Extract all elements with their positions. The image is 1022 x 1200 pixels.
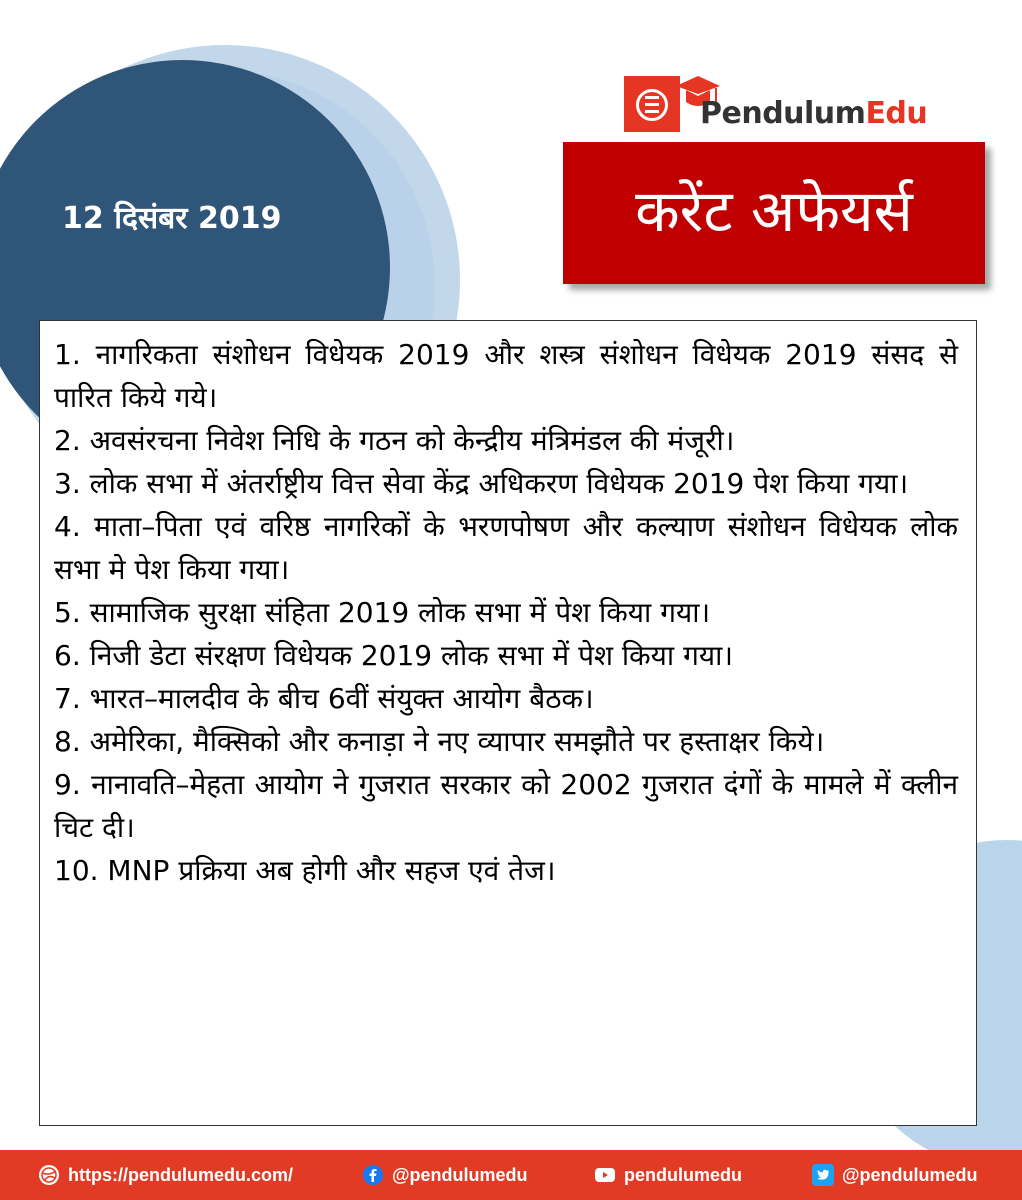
brand-logo [624, 72, 944, 134]
brand-name-main: Pendulum [700, 96, 866, 131]
news-item-1: 1. नागरिकता संशोधन विधेयक 2019 और शस्त्र संशोधन विधेयक 2019 संसद से पारित किये गये। [54, 338, 958, 414]
news-item-5: 5. सामाजिक सुरक्षा संहिता 2019 लोक सभा में पेश किया गया। [54, 596, 711, 629]
footer-twitter[interactable] [812, 1150, 978, 1200]
news-item-3: 3. लोक सभा में अंतर्राष्ट्रीय वित्त सेवा केंद्र अधिकरण विधेयक 2019 पेश किया गया। [54, 467, 909, 500]
youtube-icon [594, 1164, 616, 1186]
twitter-handle[interactable]: @pendulumedu [842, 1164, 978, 1185]
news-list [54, 333, 958, 892]
brand-name-accent: Edu [865, 96, 928, 131]
news-item-2: 2. अवसंरचना निवेश निधि के गठन को केन्द्रीय मंत्रिमंडल की मंजूरी। [54, 424, 735, 457]
news-item-10: 10. MNP प्रक्रिया अब होगी और सहज एवं तेज। [54, 854, 556, 887]
news-item-7: 7. भारत–मालदीव के बीच 6वीं संयुक्त आयोग बैठक। [54, 682, 594, 715]
twitter-icon [812, 1164, 834, 1186]
news-box [39, 320, 977, 1126]
brand-name [700, 96, 927, 131]
news-item-6: 6. निजी डेटा संरक्षण विधेयक 2019 लोक सभा में पेश किया गया। [54, 639, 733, 672]
footer-youtube[interactable] [594, 1150, 742, 1200]
footer-facebook[interactable] [362, 1150, 528, 1200]
youtube-handle[interactable]: pendulumedu [624, 1164, 742, 1185]
footer-website[interactable] [38, 1150, 293, 1200]
news-item-4: 4. माता–पिता एवं वरिष्ठ नागरिकों के भरणपोषण और कल्याण संशोधन विधेयक लोक सभा मे पेश किया गया। [54, 510, 958, 586]
title-banner [563, 142, 985, 284]
news-item-9: 9. नानावति–मेहता आयोग ने गुजरात सरकार को 2002 गुजरात दंगों के मामले में क्लीन चिट दी। [54, 768, 958, 844]
banner-title: करेंट अफेयर्स [635, 176, 913, 245]
facebook-handle[interactable]: @pendulumedu [392, 1164, 528, 1185]
news-item-8: 8. अमेरिका, मैक्सिको और कनाड़ा ने नए व्यापार समझौते पर हस्ताक्षर किये। [54, 725, 825, 758]
website-link[interactable]: https://pendulumedu.com/ [68, 1164, 293, 1185]
facebook-icon [362, 1164, 384, 1186]
dribbble-icon [38, 1164, 60, 1186]
date-label: 12 दिसंबर 2019 [62, 201, 282, 236]
footer-bar [0, 1150, 1022, 1200]
